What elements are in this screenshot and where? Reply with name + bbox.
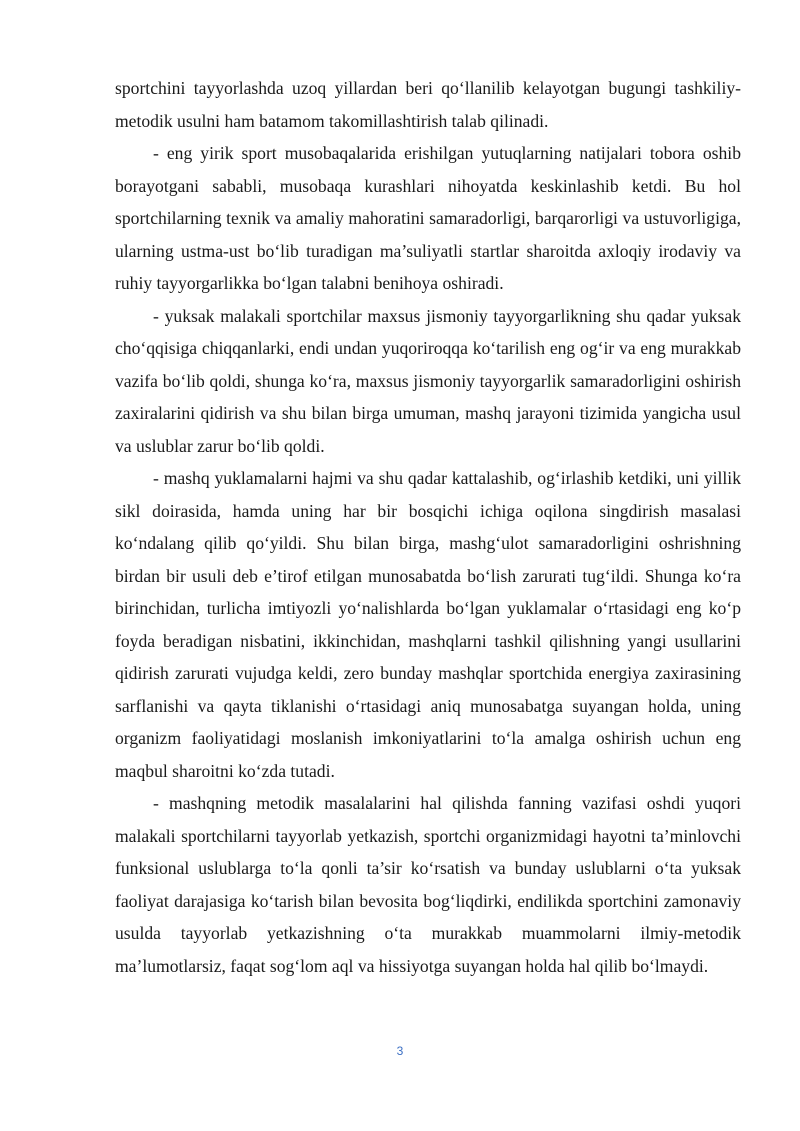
paragraph-1: sportchini tayyorlashda uzoq yillardan beri qo‘llanilib kelayotgan bugungi tashkiliy-metodik usulni ham batamom takomillashtirish talab qilinadi. xyxy=(115,78,741,131)
page-number: 3 xyxy=(396,1044,404,1058)
paragraph-4: - mashq yuklamalarni hajmi va shu qadar kattalashib, og‘irlashib ketdiki, uni yillik sikl doirasida, hamda uning har bir bosqichi ichiga oqilona singdirish masalasi ko‘ndalang qilib qo‘yildi. Shu bilan birga, mashg‘ulot samaradorligini oshrishning birdan bir usuli deb e’tirof etilgan munosabatda bo‘lish zarurati tug‘ildi. Shunga ko‘ra birinchidan, turlicha imtiyozli yo‘nalishlarda bo‘lgan yuklamalar o‘rtasidagi eng ko‘p foyda beradigan nisbatini, ikkinchidan, mashqlarni tashkil qilishning yangi usullarini qidirish zarurati vujudga keldi, zero bunday mashqlar sportchida energiya zaxirasining sarflanishi va qayta tiklanishi o‘rtasidagi aniq munosabatga suyangan holda, uning organizm faoliyatidagi moslanish imkoniyatlarini to‘la amalga oshirish uchun eng maqbul sharoitni ko‘zda tutadi. xyxy=(115,468,741,781)
document-page xyxy=(115,72,741,982)
paragraph-3: - yuksak malakali sportchilar maxsus jismoniy tayyorgarlikning shu qadar yuksak cho‘qqisiga chiqqanlarki, endi undan yuqoriroqqa ko‘tarilish eng og‘ir va eng murakkab vazifa bo‘lib qoldi, shunga ko‘ra, maxsus jismoniy tayyorgarlik samaradorligini oshirish zaxiralarini qidirish va shu bilan birga umuman, mashq jarayoni tizimida yangicha usul va uslublar zarur bo‘lib qoldi. xyxy=(115,305,741,456)
paragraph-5: - mashqning metodik masalalarini hal qilishda fanning vazifasi oshdi yuqori malakali sportchilarni tayyorlab yetkazish, sportchi organizmidagi hayotni ta’minlovchi funksional uslublarga to‘la qonli ta’sir ko‘rsatish va bunday uslublarni o‘ta yuksak faoliyat darajasiga ko‘tarish bilan bevosita bog‘liqdirki, endilikda sportchini zamonaviy usulda tayyorlab yetkazishning o‘ta murakkab muammolarni ilmiy-metodik ma’lumotlarsiz, faqat sog‘lom aql va hissiyotga suyangan holda hal qilib bo‘lmaydi. xyxy=(115,793,741,976)
paragraph-2: - eng yirik sport musobaqalarida erishilgan yutuqlarning natijalari tobora oshib borayotgani sababli, musobaqa kurashlari nihoyatda keskinlashib ketdi. Bu hol sportchilarning texnik va amaliy mahoratini samaradorligi, barqarorligi va ustuvorligiga, ularning ustma-ust bo‘lib turadigan ma’suliyatli startlar sharoitda axloqiy irodaviy va ruhiy tayyorgarlikka bo‘lgan talabni benihoya oshiradi. xyxy=(115,143,741,293)
